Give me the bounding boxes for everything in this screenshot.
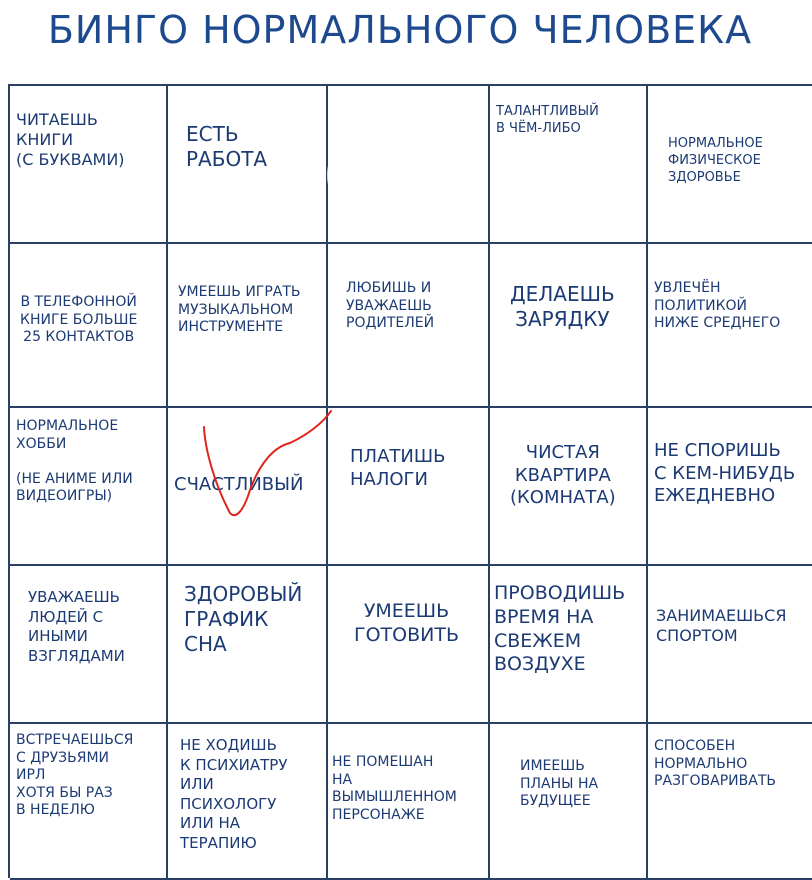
cell-text: В ТЕЛЕФОННОЙ КНИГЕ БОЛЬШЕ 25 КОНТАКТОВ	[20, 294, 138, 345]
bingo-cell[interactable]	[490, 724, 648, 880]
bingo-cell[interactable]	[490, 86, 648, 244]
cell-text: НОРМАЛЬНОЕ ХОББИ (НЕ АНИМЕ ИЛИ ВИДЕОИГРЫ)	[16, 418, 133, 504]
cell-text: НЕ ХОДИШЬ К ПСИХИАТРУ ИЛИ ПСИХОЛОГУ ИЛИ НА ТЕРАПИЮ	[180, 736, 288, 852]
cell-text: НОРМАЛЬНОЕ ФИЗИЧЕСКОЕ ЗДОРОВЬЕ	[668, 136, 763, 185]
cell-text: ЧИСТАЯ КВАРТИРА (КОМНАТА)	[510, 442, 616, 508]
white-blot	[322, 92, 494, 232]
bingo-cell[interactable]	[648, 566, 812, 724]
cell-text: ЕСТЬ РАБОТА	[186, 122, 268, 171]
bingo-cell[interactable]	[328, 566, 490, 724]
cell-text: СПОСОБЕН НОРМАЛЬНО РАЗГОВАРИВАТЬ	[654, 738, 776, 789]
cell-text: ТАЛАНТЛИВЫЙ В ЧЁМ-ЛИБО	[496, 104, 599, 136]
bingo-cell[interactable]	[328, 244, 490, 408]
bingo-cell[interactable]	[10, 86, 168, 244]
cell-text: УВАЖАЕШЬ ЛЮДЕЙ С ИНЫМИ ВЗГЛЯДАМИ	[28, 588, 125, 665]
cell-text: ЛЮБИШЬ И УВАЖАЕШЬ РОДИТЕЛЕЙ	[346, 280, 435, 331]
bingo-cell[interactable]	[490, 244, 648, 408]
bingo-cell[interactable]	[168, 86, 328, 244]
bingo-cell[interactable]	[168, 244, 328, 408]
cell-text: ЗДОРОВЫЙ ГРАФИК СНА	[184, 582, 303, 656]
bingo-cell[interactable]	[10, 244, 168, 408]
cell-text: УВЛЕЧЁН ПОЛИТИКОЙ НИЖЕ СРЕДНЕГО	[654, 280, 781, 331]
bingo-cell[interactable]	[168, 566, 328, 724]
cell-text: ДЕЛАЕШЬ ЗАРЯДКУ	[510, 282, 615, 331]
bingo-cell[interactable]	[10, 724, 168, 880]
bingo-cell[interactable]	[490, 566, 648, 724]
cell-text: ВСТРЕЧАЕШЬСЯ С ДРУЗЬЯМИ ИРЛ ХОТЯ БЫ РАЗ В НЕДЕЛЮ	[16, 732, 134, 818]
cell-text: ЗАНИМАЕШЬСЯ СПОРТОМ	[656, 606, 787, 645]
cell-text: СЧАСТЛИВЫЙ	[174, 474, 304, 495]
bingo-cell[interactable]	[648, 244, 812, 408]
bingo-cell[interactable]	[648, 86, 812, 244]
bingo-cell[interactable]	[168, 408, 328, 566]
bingo-cell[interactable]	[328, 408, 490, 566]
cell-text: ПРОВОДИШЬ ВРЕМЯ НА СВЕЖЕМ ВОЗДУХЕ	[494, 582, 626, 676]
bingo-cell[interactable]	[168, 724, 328, 880]
cell-text: УМЕЕШЬ ИГРАТЬ МУЗЫКАЛЬНОМ ИНСТРУМЕНТЕ	[178, 284, 301, 335]
bingo-cell[interactable]	[490, 408, 648, 566]
cell-text: НЕ СПОРИШЬ С КЕМ-НИБУДЬ ЕЖЕДНЕВНО	[654, 440, 796, 506]
cell-text: ПЛАТИШЬ НАЛОГИ	[350, 446, 446, 490]
bingo-cell[interactable]	[648, 408, 812, 566]
cell-text: ИМЕЕШЬ ПЛАНЫ НА БУДУЩЕЕ	[520, 758, 599, 809]
cell-text: НЕ ПОМЕШАН НА ВЫМЫШЛЕННОМ ПЕРСОНАЖЕ	[332, 754, 457, 823]
bingo-cell[interactable]	[648, 724, 812, 880]
bingo-cell[interactable]	[10, 566, 168, 724]
cell-text: УМЕЕШЬ ГОТОВИТЬ	[354, 600, 459, 646]
bingo-cell[interactable]	[328, 724, 490, 880]
bingo-cell[interactable]	[10, 408, 168, 566]
page-title: БИНГО НОРМАЛЬНОГО ЧЕЛОВЕКА	[47, 8, 753, 52]
cell-text: ЧИТАЕШЬ КНИГИ (С БУКВАМИ)	[16, 110, 125, 169]
